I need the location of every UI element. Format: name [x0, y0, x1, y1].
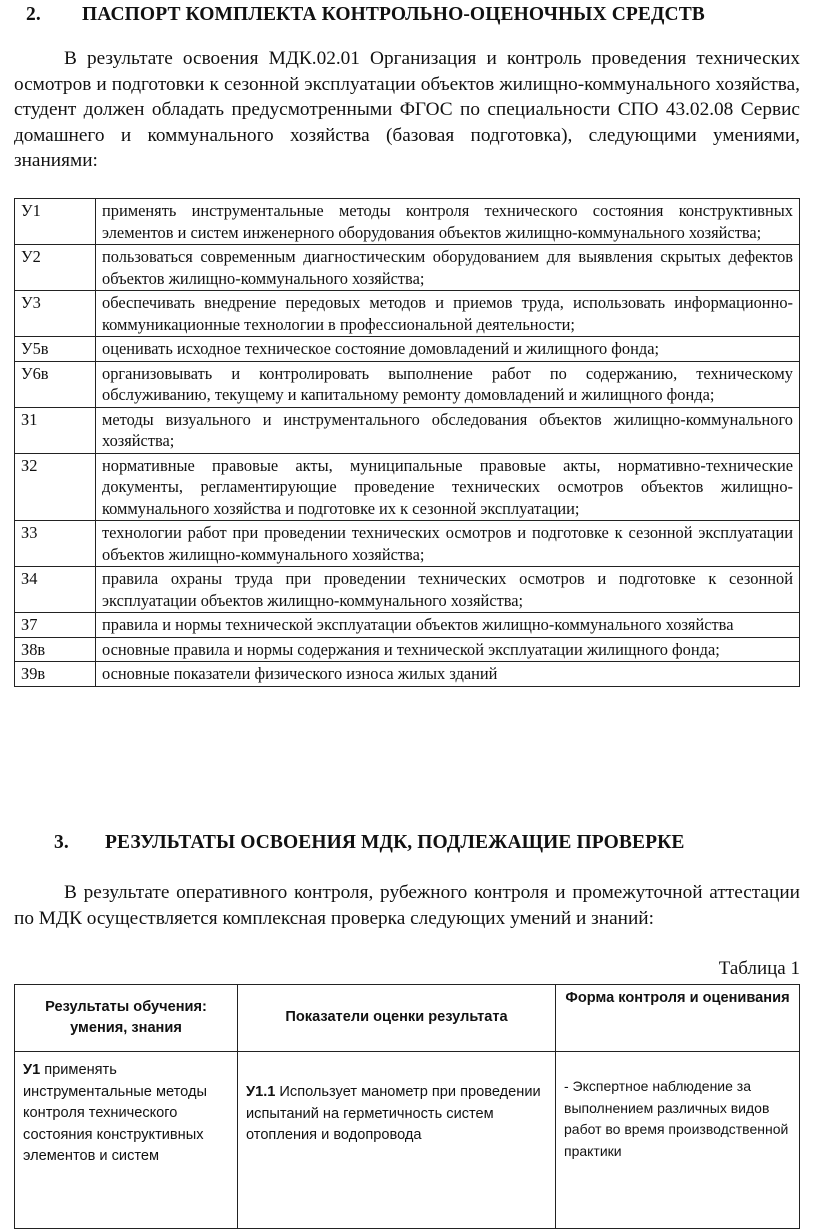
table-row — [15, 521, 800, 567]
skill-code: У2 — [15, 245, 96, 291]
skill-code: У6в — [15, 361, 96, 407]
control-form-cell — [556, 1052, 800, 1229]
skill-code: У3 — [15, 291, 96, 337]
skill-description: обеспечивать внедрение передовых методов и приемов труда, использовать информационно-коммуникационные технологии в профессиональной деятельности; — [96, 291, 800, 337]
table-caption: Таблица 1 — [718, 958, 800, 979]
skill-code: У5в — [15, 337, 96, 362]
skill-code: З7 — [15, 613, 96, 638]
skill-description: правила и нормы технической эксплуатации объектов жилищно-коммунального хозяйства — [96, 613, 800, 638]
section-3-intro: В результате оперативного контроля, рубежного контроля и промежуточной аттестации по МДК осуществляется комплексная проверка следующих умений и знаний: — [14, 882, 800, 929]
skill-description: пользоваться современным диагностическим оборудованием для выявления скрытых дефектов объектов жилищно-коммунального хозяйства; — [96, 245, 800, 291]
section-2-intro: В результате освоения МДК.02.01 Организация и контроль проведения технических осмотров и подготовки к сезонной эксплуатации объектов жилищно-коммунального хозяйства, студент должен обладать предусмотренными ФГОС по специальности СПО 43.02.08 Сервис домашнего и коммунального хозяйства (базовая подготовка), следующими умениями, знаниями: — [14, 48, 800, 171]
results-header-row — [15, 985, 800, 1052]
skill-code: З2 — [15, 453, 96, 521]
skill-description: оценивать исходное техническое состояние домовладений и жилищного фонда; — [96, 337, 800, 362]
skill-description: технологии работ при проведении технических осмотров и подготовке к сезонной эксплуатации объектов жилищно-коммунального хозяйства; — [96, 521, 800, 567]
skill-code: З1 — [15, 407, 96, 453]
table-row — [15, 361, 800, 407]
indicator-code: У1.1 — [246, 1084, 276, 1100]
indicator-text: Использует манометр при проведении испытаний на герметичность систем отопления и водопровода — [246, 1084, 541, 1143]
section-3-title: РЕЗУЛЬТАТЫ ОСВОЕНИЯ МДК, ПОДЛЕЖАЩИЕ ПРОВЕРКЕ — [105, 832, 685, 853]
skill-code: З3 — [15, 521, 96, 567]
table-row — [15, 337, 800, 362]
skill-description: нормативные правовые акты, муниципальные правовые акты, нормативно-технические документы, регламентирующие проведение технических осмотров объектов жилищно-коммунального хозяйства и подготовке их к сезонной эксплуатации; — [96, 453, 800, 521]
section-2-number: 2. — [26, 4, 41, 25]
skill-code: З9в — [15, 662, 96, 687]
table-row — [15, 662, 800, 687]
skill-description: применять инструментальные методы контроля технического состояния конструктивных элементов и систем инженерного оборудования объектов жилищно-коммунального хозяйства; — [96, 199, 800, 245]
skill-description: основные показатели физического износа жилых зданий — [96, 662, 800, 687]
skill-description: основные правила и нормы содержания и технической эксплуатации жилищного фонда; — [96, 637, 800, 662]
section-3-heading — [54, 832, 794, 858]
table-row — [15, 637, 800, 662]
table-row — [15, 199, 800, 245]
skill-code: З8в — [15, 637, 96, 662]
table-row — [15, 613, 800, 638]
skill-description: методы визуального и инструментального обследования объектов жилищно-коммунального хозяйства; — [96, 407, 800, 453]
table-row — [15, 407, 800, 453]
table-row — [15, 1052, 800, 1229]
result-code: У1 — [23, 1062, 41, 1078]
section-2-heading — [26, 4, 806, 30]
table-row — [15, 567, 800, 613]
table-row — [15, 291, 800, 337]
results-table — [14, 984, 800, 1229]
control-form-text: - Экспертное наблюдение за выполнением различных видов работ во время производственной практики — [564, 1078, 789, 1159]
indicator-cell — [238, 1052, 556, 1229]
header-learning-results: Результаты обучения: умения, знания — [15, 985, 238, 1052]
result-text: применять инструментальные методы контроля технического состояния конструктивных элементов и систем — [23, 1062, 207, 1164]
skill-code: У1 — [15, 199, 96, 245]
header-assessment-indicators: Показатели оценки результата — [238, 985, 556, 1052]
section-2-title: ПАСПОРТ КОМПЛЕКТА КОНТРОЛЬНО-ОЦЕНОЧНЫХ СРЕДСТВ — [82, 4, 705, 25]
header-control-form: Форма контроля и оценивания — [556, 985, 800, 1052]
table-row — [15, 245, 800, 291]
skill-description: организовывать и контролировать выполнение работ по содержанию, техническому обслуживанию, текущему и капитальному ремонту домовладений и жилищного фонда; — [96, 361, 800, 407]
skills-table — [14, 198, 800, 687]
skill-description: правила охраны труда при проведении технических осмотров и подготовке к сезонной эксплуатации объектов жилищно-коммунального хозяйства; — [96, 567, 800, 613]
table-row — [15, 453, 800, 521]
section-3-number: 3. — [54, 832, 69, 853]
skill-code: З4 — [15, 567, 96, 613]
result-cell — [15, 1052, 238, 1229]
